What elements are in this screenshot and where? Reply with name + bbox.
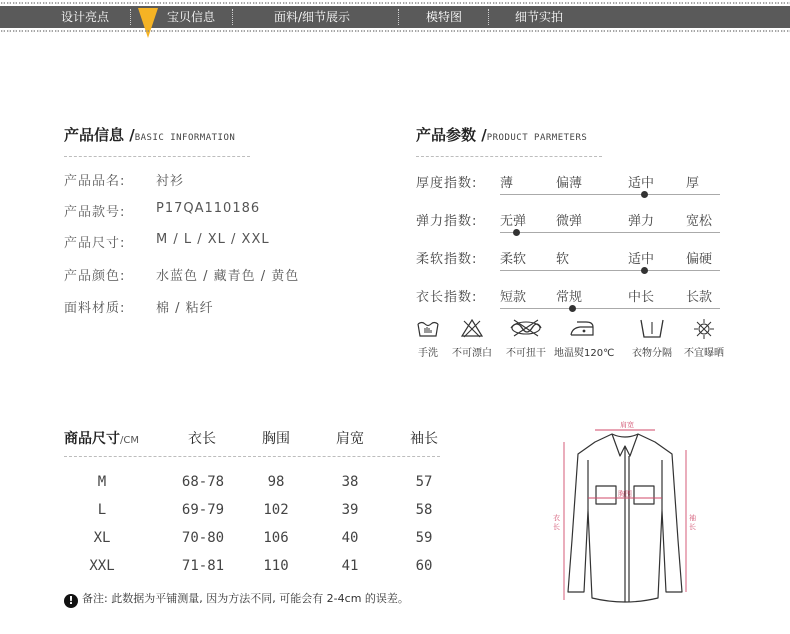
care-item (554, 318, 615, 359)
measure-cell: 71-81 (181, 558, 225, 574)
table-header-chest: 胸围 (262, 431, 290, 447)
nav-item-model[interactable]: 模特图 (425, 10, 462, 24)
nav-item-fabric[interactable]: 面料/细节展示 (273, 10, 351, 24)
measure-cell: 110 (263, 558, 289, 574)
param-option: 无弹 (500, 214, 527, 229)
nav-item-design[interactable]: 设计亮点 (60, 10, 109, 24)
param-option: 偏薄 (556, 176, 583, 191)
measure-cell: 98 (267, 474, 285, 490)
care-item (444, 318, 500, 359)
measure-cell: 69-79 (181, 502, 225, 518)
measure-cell: 102 (263, 502, 289, 518)
care-label: 不可漂白 (452, 348, 492, 359)
care-label: 地温熨120℃ (554, 348, 615, 359)
param-level-marker (569, 305, 576, 312)
note-text: 备注: 此数据为平铺测量, 因为方法不同, 可能会有 2-4cm 的误差。 (82, 592, 409, 605)
table-header-unit: /CM (120, 435, 139, 446)
measure-cell: 41 (341, 558, 359, 574)
measure-cell: 38 (341, 474, 359, 490)
param-option: 柔软 (500, 252, 527, 267)
nav-bar (0, 6, 790, 28)
care-item (624, 318, 680, 359)
info-label: 产品颜色: (64, 269, 126, 284)
info-label: 产品品名: (64, 174, 126, 189)
param-row (416, 210, 726, 240)
param-option: 偏硬 (686, 252, 713, 267)
size-cell: XXL (89, 558, 115, 574)
param-option: 微弹 (556, 214, 583, 229)
info-value: 棉 / 粘纤 (156, 301, 214, 316)
separate-icon (624, 318, 680, 342)
no-bleach-icon (444, 318, 500, 342)
chest-label: 胸围 (618, 490, 632, 498)
measure-cell: 60 (415, 558, 433, 574)
info-label: 面料材质: (64, 301, 126, 316)
info-value: P17QA110186 (156, 201, 261, 216)
info-value: M / L / XL / XXL (156, 232, 270, 247)
param-label: 柔软指数: (416, 252, 478, 267)
table-divider (64, 456, 440, 457)
table-header-size (64, 428, 139, 448)
care-label: 衣物分隔 (632, 348, 672, 359)
care-label: 不可扭干 (506, 348, 546, 359)
warning-icon: ! (64, 594, 78, 608)
nav-separator (488, 9, 489, 25)
nav-item-product-info[interactable]: 宝贝信息 (166, 10, 215, 24)
product-params-title (416, 124, 587, 145)
shirt-pocket-right (634, 486, 654, 504)
nav-item-details[interactable]: 细节实拍 (514, 10, 563, 24)
shirt-measurement-diagram (550, 420, 700, 610)
length-label-text: 衣长 (553, 514, 560, 531)
product-info-subtitle: BASIC INFORMATION (134, 133, 236, 143)
param-track (500, 308, 720, 309)
nav-separator (398, 9, 399, 25)
param-option: 适中 (628, 252, 655, 267)
table-header-sleeve: 袖长 (410, 431, 438, 447)
param-row (416, 172, 726, 202)
param-level-marker (641, 191, 648, 198)
measure-cell: 106 (263, 530, 289, 546)
care-label: 手洗 (418, 348, 438, 359)
param-option: 适中 (628, 176, 655, 191)
note (64, 590, 409, 608)
param-level-marker (641, 267, 648, 274)
param-track (500, 270, 720, 271)
param-label: 衣长指数: (416, 290, 478, 305)
nav-separator (232, 9, 233, 25)
size-cell: XL (93, 530, 111, 546)
param-option: 厚 (686, 176, 700, 191)
param-option: 中长 (628, 290, 655, 305)
shirt-pocket-left (596, 486, 616, 504)
info-label: 产品款号: (64, 205, 126, 220)
divider (64, 156, 250, 157)
info-label: 产品尺寸: (64, 236, 126, 251)
param-row (416, 286, 726, 316)
param-row (416, 248, 726, 278)
table-header-shoulder: 肩宽 (336, 431, 364, 447)
product-info-title-text: 产品信息 / (64, 126, 135, 144)
measure-cell: 40 (341, 530, 359, 546)
care-label: 不宜曝晒 (684, 348, 724, 359)
param-option: 软 (556, 252, 570, 267)
length-label (553, 513, 560, 531)
shoulder-label: 肩宽 (620, 421, 634, 429)
param-option: 常规 (556, 290, 583, 305)
info-value: 衬衫 (156, 174, 185, 189)
measure-cell: 57 (415, 474, 433, 490)
no-sun-icon (676, 318, 732, 342)
care-item (676, 318, 732, 359)
param-option: 长款 (686, 290, 713, 305)
param-level-marker (513, 229, 520, 236)
product-params-title-text: 产品参数 / (416, 126, 487, 144)
param-option: 宽松 (686, 214, 713, 229)
nav-separator (130, 9, 131, 25)
sleeve-label (689, 513, 696, 531)
iron-low-icon (554, 318, 610, 342)
no-wring-icon (498, 318, 554, 342)
param-option: 弹力 (628, 214, 655, 229)
size-cell: L (97, 502, 107, 518)
param-option: 薄 (500, 176, 514, 191)
product-params-subtitle: PRODUCT PARMETERS (486, 133, 588, 143)
info-value: 水蓝色 / 藏青色 / 黄色 (156, 269, 300, 284)
table-header-label: 商品尺寸 (64, 431, 120, 447)
measure-cell: 39 (341, 502, 359, 518)
care-item (498, 318, 554, 359)
param-track (500, 194, 720, 195)
measure-cell: 59 (415, 530, 433, 546)
param-label: 弹力指数: (416, 214, 478, 229)
sleeve-label-text: 袖长 (689, 514, 696, 531)
measure-cell: 68-78 (181, 474, 225, 490)
nav-bottom-pattern (0, 28, 790, 34)
measure-cell: 70-80 (181, 530, 225, 546)
param-option: 短款 (500, 290, 527, 305)
product-info-title (64, 124, 235, 145)
divider (416, 156, 602, 157)
table-header-length: 衣长 (188, 431, 216, 447)
measure-cell: 58 (415, 502, 433, 518)
size-cell: M (97, 474, 107, 490)
param-label: 厚度指数: (416, 176, 478, 191)
param-track (500, 232, 720, 233)
